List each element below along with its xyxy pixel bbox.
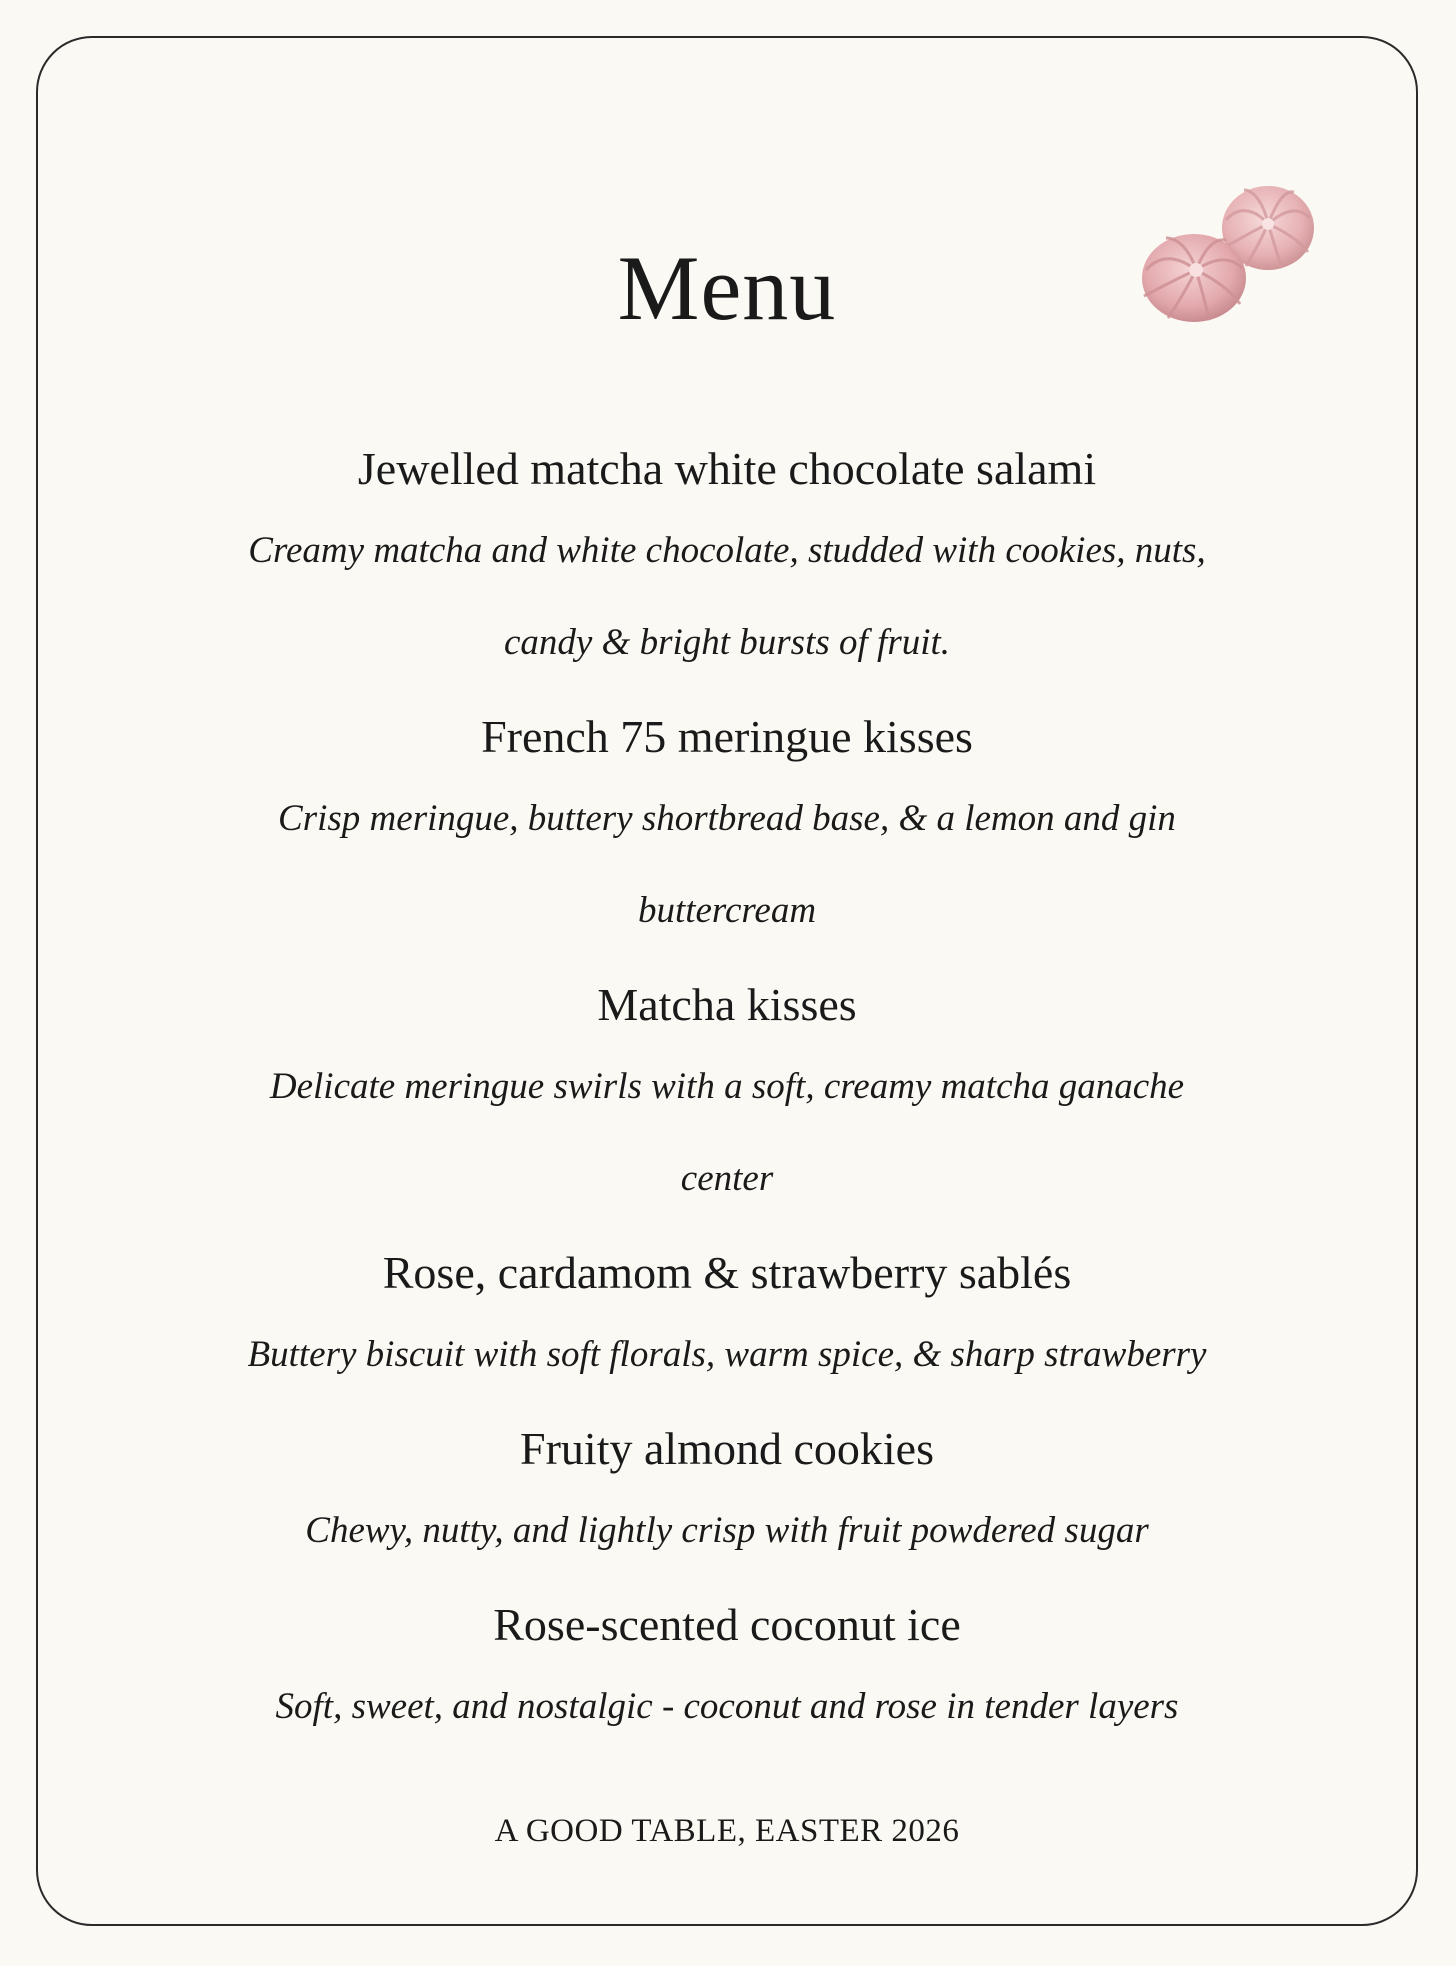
menu-item-name: Rose-scented coconut ice (493, 1599, 961, 1650)
menu-item (38, 969, 1416, 1225)
menu-item-description: Buttery biscuit with soft florals, warm spice, & sharp strawberry (247, 1334, 1207, 1375)
menu-item (38, 1589, 1416, 1753)
menu-item (38, 701, 1416, 957)
menu-footer: A GOOD TABLE, EASTER 2026 (494, 1813, 960, 1849)
menu-item-description: Chewy, nutty, and lightly crisp with fruit powdered sugar (305, 1510, 1149, 1551)
menu-item-description: Creamy matcha and white chocolate, studded with cookies, nuts, candy & bright bursts of fruit. (248, 530, 1206, 663)
menu-item-name: Matcha kisses (597, 979, 857, 1030)
menu-item (38, 433, 1416, 689)
menu-item-description: Crisp meringue, buttery shortbread base, & a lemon and gin buttercream (278, 798, 1176, 931)
menu-item-description: Delicate meringue swirls with a soft, creamy matcha ganache center (269, 1066, 1185, 1199)
menu-item-name: Jewelled matcha white chocolate salami (357, 443, 1097, 494)
menu-item-name: Rose, cardamom & strawberry sablés (382, 1247, 1072, 1298)
meringue-icon (1126, 178, 1326, 338)
menu-item (38, 1413, 1416, 1577)
menu-item-description: Soft, sweet, and nostalgic - coconut and rose in tender layers (275, 1686, 1179, 1727)
menu-items (38, 433, 1416, 1753)
menu-title: Menu (617, 237, 837, 339)
menu-item-name: Fruity almond cookies (520, 1423, 934, 1474)
menu-item (38, 1237, 1416, 1401)
menu-card (36, 36, 1418, 1926)
menu-item-name: French 75 meringue kisses (481, 711, 973, 762)
